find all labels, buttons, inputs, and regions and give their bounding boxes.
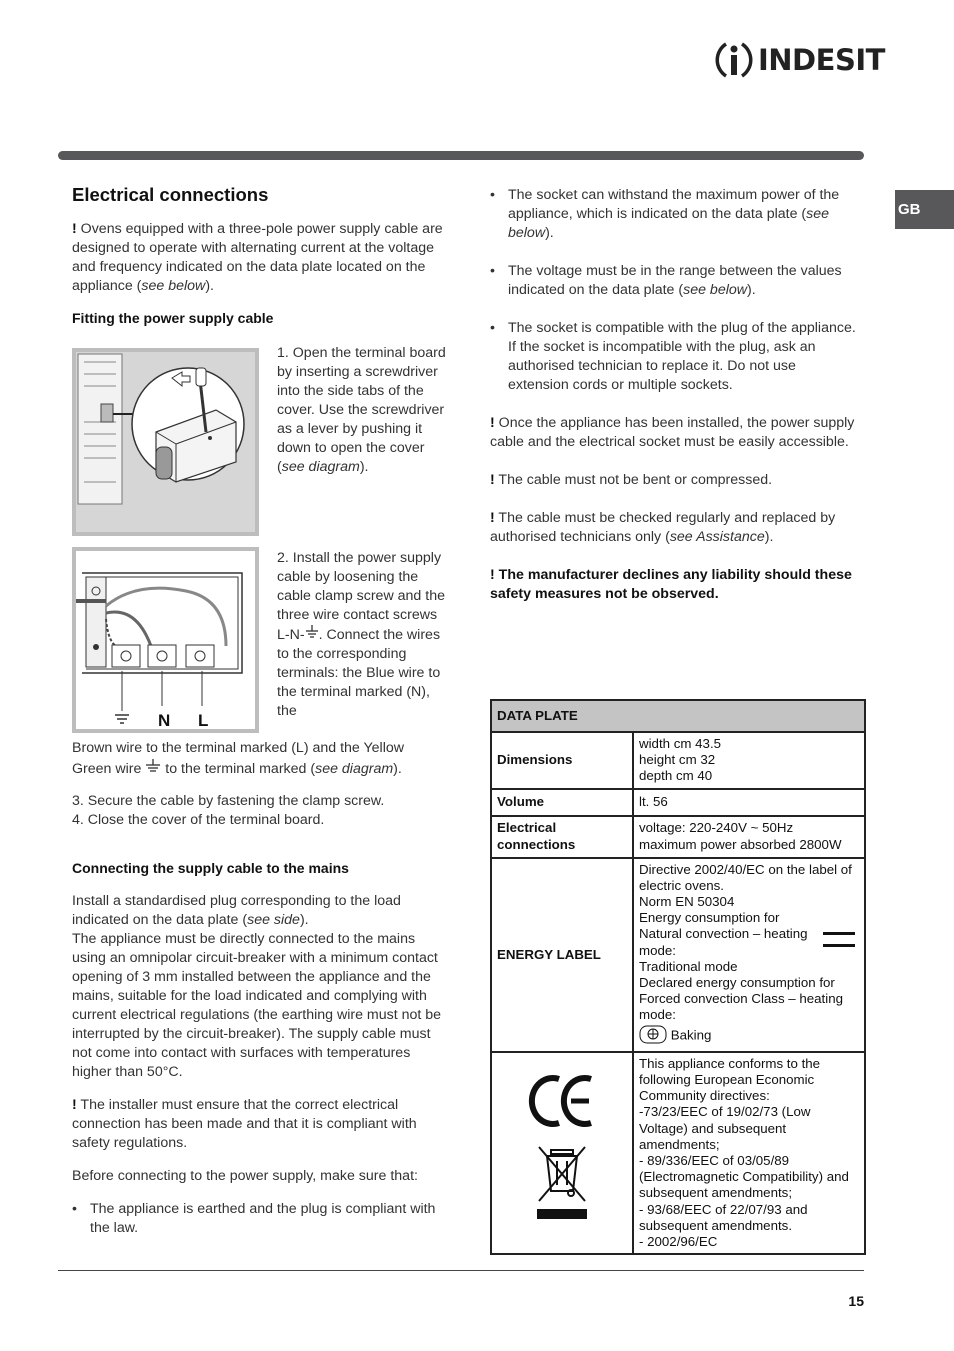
language-tab: GB [895,190,954,229]
label-l: L [198,711,209,729]
energy-label-value: Directive 2002/40/EC on the label of electric ovens. Norm EN 50304 Energy consumption for Natural convection – heating mode: Traditional mode Declared energy consumption for Forced convection Class – heating mode: Baking [633,858,865,1052]
electrical-connections-value: voltage: 220-240V ~ 50Hz maximum power absorbed 2800W [633,816,865,858]
installer-note: ! The installer must ensure that the correct electrical connection has been made and that it is compliant with safety regulations. [72,1097,417,1151]
left-column-lower [72,792,447,1238]
conformity-text: This appliance conforms to the following European Economic Community directives: -73/23/EEC of 19/02/73 (Low Voltage) and subsequent amendments; - 89/336/EEC of 03/05/89 (Electromagnetic Compatibility) and subsequent amendments; - 93/68/EEC of 22/07/93 and subsequent amendments. - 2002/96/EC [633,1052,865,1254]
list-item: • The appliance is earthed and the plug is compliant with the law. [72,1201,436,1236]
section-title: Electrical connections [72,184,269,205]
dimensions-value: width cm 43.5 height cm 32 depth cm 40 [633,732,865,789]
label-n: N [158,711,171,729]
check-note: ! The cable must be checked regularly and replaced by authorised technicians only (see Assistance). [490,510,836,545]
list-item: • The socket is compatible with the plug of the appliance. If the socket is incompatible with the plug, ask an authorised technician to replace it. Do not use extension cords or multiple sockets. [490,320,856,393]
table-row [491,858,865,1052]
intro-paragraph: ! Ovens equipped with a three-pole power supply cable are designed to operate with alternating current at the voltage and frequency indicated on the data plate located on the appliance (see below). [72,221,443,294]
fitting-subtitle: Fitting the power supply cable [72,310,274,326]
table-row [491,816,865,858]
data-plate-table [490,699,866,1255]
bent-note: ! The cable must not be bent or compressed. [490,472,773,488]
right-column [490,186,860,604]
before-connecting-text: Before connecting to the power supply, make sure that: [72,1168,418,1184]
mains-paragraph-1: Install a standardised plug corresponding to the load indicated on the data plate (see side). [72,893,401,928]
ce-weee-marks [527,1071,597,1231]
data-plate-title: DATA PLATE [491,700,865,732]
list-item: • The socket can withstand the maximum power of the appliance, which is indicated on the data plate (see below). [490,187,840,241]
footer-rule [58,1270,864,1271]
electrical-connections-label: Electrical connections [491,816,633,858]
terminal-wiring-diagram [72,547,259,733]
left-column [72,183,447,328]
indesit-logo [712,38,885,82]
header-bar [58,151,864,160]
list-item: • The voltage must be in the range between the values indicated on the data plate (see below). [490,263,842,298]
energy-label-label: ENERGY LABEL [491,858,633,1052]
brand-name: INDESIT [758,43,885,77]
wiring-illustration [76,551,255,729]
step-3-text: 3. Secure the cable by fastening the clamp screw. [72,793,385,809]
mains-paragraph-2: The appliance must be directly connected to the mains using an omnipolar circuit-breaker with a minimum contact opening of 3 mm installed between the appliance and the mains, suitable for the load indicated and complying with current electrical regulations (the earthing wire must not be interrupted by the circuit-breaker). The supply cable must not come into contact with surfaces with temperatures higher than 50°C. [72,931,442,1080]
step-2-continued: Brown wire to the terminal marked (L) and the Yellow Green wire to the terminal marked (see diagram). [72,739,447,780]
accessible-note: ! Once the appliance has been installed, the power supply cable and the electrical socket must be easily accessible. [490,415,855,450]
conformity-marks [491,1052,633,1254]
mains-subtitle: Connecting the supply cable to the mains [72,860,349,876]
table-row [491,1052,865,1254]
screwdriver-illustration [76,352,255,532]
earth-symbol-icon [145,758,161,780]
step-4-text: 4. Close the cover of the terminal board. [72,812,325,828]
dimensions-label: Dimensions [491,732,633,789]
liability-warning: ! The manufacturer declines any liability should these safety measures not be observed. [490,567,852,602]
step-1-text: 1. Open the terminal board by inserting a screwdriver into the side tabs of the cover. Use the screwdriver as a lever by pushing it down to open the cover (see diagram). [277,345,446,475]
heating-mode-icon [823,930,855,954]
table-row [491,732,865,789]
brand-mark-icon [712,38,756,82]
weee-bin-icon [539,1147,585,1201]
step-2-text: 2. Install the power supply cable by loosening the cable clamp screw and the three wire contact screws L-N- . Connect the wires to the corresponding terminals: the Blue wire to the terminal marked (N), the [277,550,445,719]
volume-label: Volume [491,789,633,816]
fan-baking-icon [639,1024,667,1048]
table-row [491,789,865,816]
earth-symbol-icon [305,625,319,645]
terminal-cover-diagram [72,348,259,536]
volume-value: lt. 56 [633,789,865,816]
page-number: 15 [848,1293,864,1309]
ce-mark-icon [532,1078,591,1124]
